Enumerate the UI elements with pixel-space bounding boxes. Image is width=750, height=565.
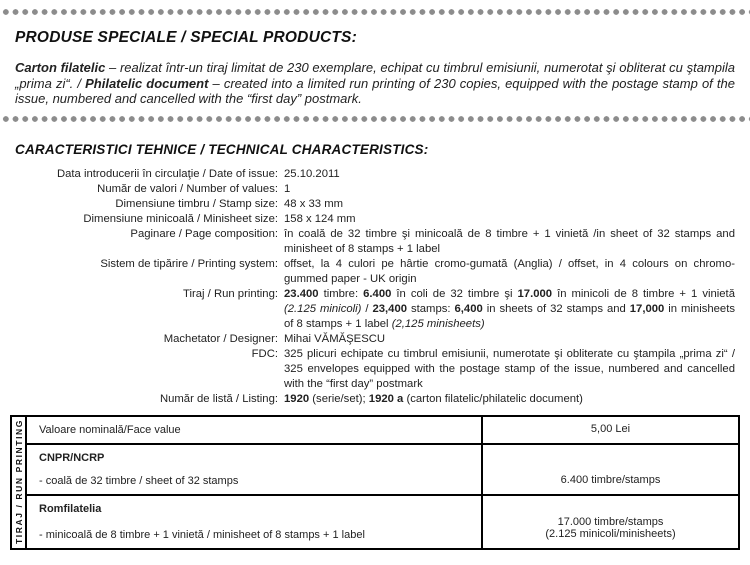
characteristic-row	[0, 287, 750, 332]
characteristic-row	[0, 332, 750, 347]
print-table-row	[27, 445, 738, 496]
print-table-row-subtitle: - minicoală de 8 timbre + 1 vinietă / minisheet of 8 stamps + 1 label	[39, 528, 365, 541]
characteristic-value	[284, 182, 735, 197]
characteristic-label: Paginare / Page composition:	[130, 227, 278, 240]
text-segment: 25.10.2011	[284, 167, 340, 180]
text-segment: 23.400	[284, 287, 319, 300]
print-table-description-cell	[27, 496, 483, 548]
characteristic-value	[284, 197, 735, 212]
text-segment: 1920	[284, 392, 310, 405]
characteristic-row	[0, 227, 750, 257]
print-table-side-label: TIRAJ / RUN PRINTING	[13, 419, 24, 545]
characteristic-label: FDC:	[251, 347, 278, 360]
characteristic-label: Număr de valori / Number of values:	[97, 182, 278, 195]
characteristic-value	[284, 227, 735, 257]
print-table-value-cell	[483, 417, 738, 443]
text-segment: in sheets of 32 stamps and	[482, 302, 630, 315]
characteristic-row	[0, 182, 750, 197]
characteristic-value	[284, 347, 735, 392]
text-segment: offset, la 4 culori pe hârtie cromo-gumată (Anglia) / offset, in 4 colours on chromo-gummed paper - UK origin	[284, 257, 735, 285]
characteristic-label: Data introducerii în circulaţie / Date of issue:	[56, 167, 278, 180]
characteristic-row	[0, 347, 750, 392]
text-segment: 1	[284, 182, 291, 195]
print-table-value-line: 6.400 timbre/stamps	[560, 474, 661, 486]
print-table-value-cell	[483, 445, 738, 494]
special-products-paragraph	[15, 60, 735, 107]
print-table-value-line: 5,00 Lei	[590, 423, 631, 436]
text-segment: – realizat într-un tiraj limitat de 230 exemplare, echipat cu timbrul emisiunii, numerotat şi obliterat cu ştampila „prima zi“. /	[15, 60, 736, 91]
characteristic-value	[284, 167, 735, 182]
text-segment: timbre:	[318, 287, 364, 300]
text-segment: 17,000	[629, 302, 665, 315]
characteristic-row	[0, 257, 750, 287]
print-table-row	[27, 496, 738, 548]
print-table-row-title: Romfilatelia	[39, 502, 102, 515]
print-table-description-cell	[27, 417, 483, 443]
text-segment: în coală de 32 timbre şi minicoală de 8 timbre + 1 vinietă /in sheet of 32 stamps and minisheet of 8 stamps + 1 label	[284, 227, 735, 255]
print-run-table	[10, 415, 740, 550]
print-table-value-line: (2.125 minicoli/minisheets)	[545, 528, 676, 540]
technical-characteristics-heading: CARACTERISTICI TEHNICE / TECHNICAL CHARACTERISTICS:	[15, 141, 429, 157]
print-table-row-title: CNPR/NCRP	[39, 451, 105, 464]
print-table-side-cell	[10, 415, 27, 550]
characteristic-value	[284, 392, 735, 407]
text-segment: 17.000	[517, 287, 553, 300]
text-segment: Carton filatelic	[15, 60, 106, 75]
print-table-row-title: Valoare nominală/Face value	[39, 423, 181, 436]
characteristic-row	[0, 197, 750, 212]
text-segment: 23,400	[372, 302, 408, 315]
characteristic-label: Dimensiune minicoală / Minisheet size:	[83, 212, 278, 225]
text-segment: Philatelic document	[85, 75, 209, 91]
text-segment: 158 x 124 mm	[284, 212, 356, 225]
text-segment: stamps:	[407, 302, 455, 315]
text-segment: 48 x 33 mm	[284, 197, 344, 210]
print-table-row	[27, 417, 738, 445]
text-segment: 6.400	[363, 287, 392, 300]
print-table-row-subtitle: - coală de 32 timbre / sheet of 32 stamps	[39, 474, 239, 487]
characteristic-label: Sistem de tipărire / Printing system:	[100, 257, 278, 270]
print-table-value-line: 17.000 timbre/stamps	[557, 515, 664, 528]
text-segment: – created into a limited run printing of 230 copies, equipped with the postage stamp of the issue, numbered and cancelled with the “first day” postmark.	[15, 75, 735, 106]
text-segment: 6,400	[454, 302, 483, 315]
characteristic-label: Machetator / Designer:	[163, 332, 278, 345]
special-products-heading: PRODUSE SPECIALE / SPECIAL PRODUCTS:	[15, 29, 357, 46]
characteristic-row	[0, 392, 750, 407]
dotted-separator-top	[0, 9, 750, 15]
characteristic-label: Dimensiune timbru / Stamp size:	[115, 197, 278, 210]
characteristic-label: Număr de listă / Listing:	[159, 392, 278, 405]
text-segment: (serie/set);	[309, 392, 369, 405]
characteristic-value	[284, 212, 735, 227]
characteristic-row	[0, 212, 750, 227]
print-table-rows	[27, 415, 740, 550]
text-segment: 1920 a	[368, 392, 404, 405]
characteristic-label: Tiraj / Run printing:	[182, 287, 278, 300]
text-segment: Mihai VĂMĂŞESCU	[284, 332, 386, 345]
text-segment: in minisheets of 8 stamps + 1 label	[284, 302, 736, 330]
characteristic-row	[0, 167, 750, 182]
dotted-separator-middle	[0, 116, 750, 122]
text-segment: (carton filatelic/philatelic document)	[403, 392, 583, 405]
text-segment: (2.125 minicoli)	[284, 302, 362, 315]
characteristic-value	[284, 332, 735, 347]
characteristic-value	[284, 287, 735, 332]
print-table-value-cell	[483, 496, 738, 548]
text-segment: 325 plicuri echipate cu timbrul emisiunii, numerotate şi obliterate cu ştampila „prima zi“ / 325 envelopes equipped with the postage stamp of the issue, numbered and cancelled with the “first day” postmark	[284, 347, 735, 390]
text-segment: /	[361, 302, 373, 315]
text-segment: în coli de 32 timbre şi	[391, 287, 518, 300]
print-table-description-cell	[27, 445, 483, 494]
text-segment: în minicoli de 8 timbre + 1 vinietă	[552, 287, 735, 300]
characteristic-value	[284, 257, 735, 287]
document-page	[0, 9, 750, 565]
characteristics-rows	[0, 167, 750, 407]
text-segment: (2,125 minisheets)	[391, 317, 485, 330]
